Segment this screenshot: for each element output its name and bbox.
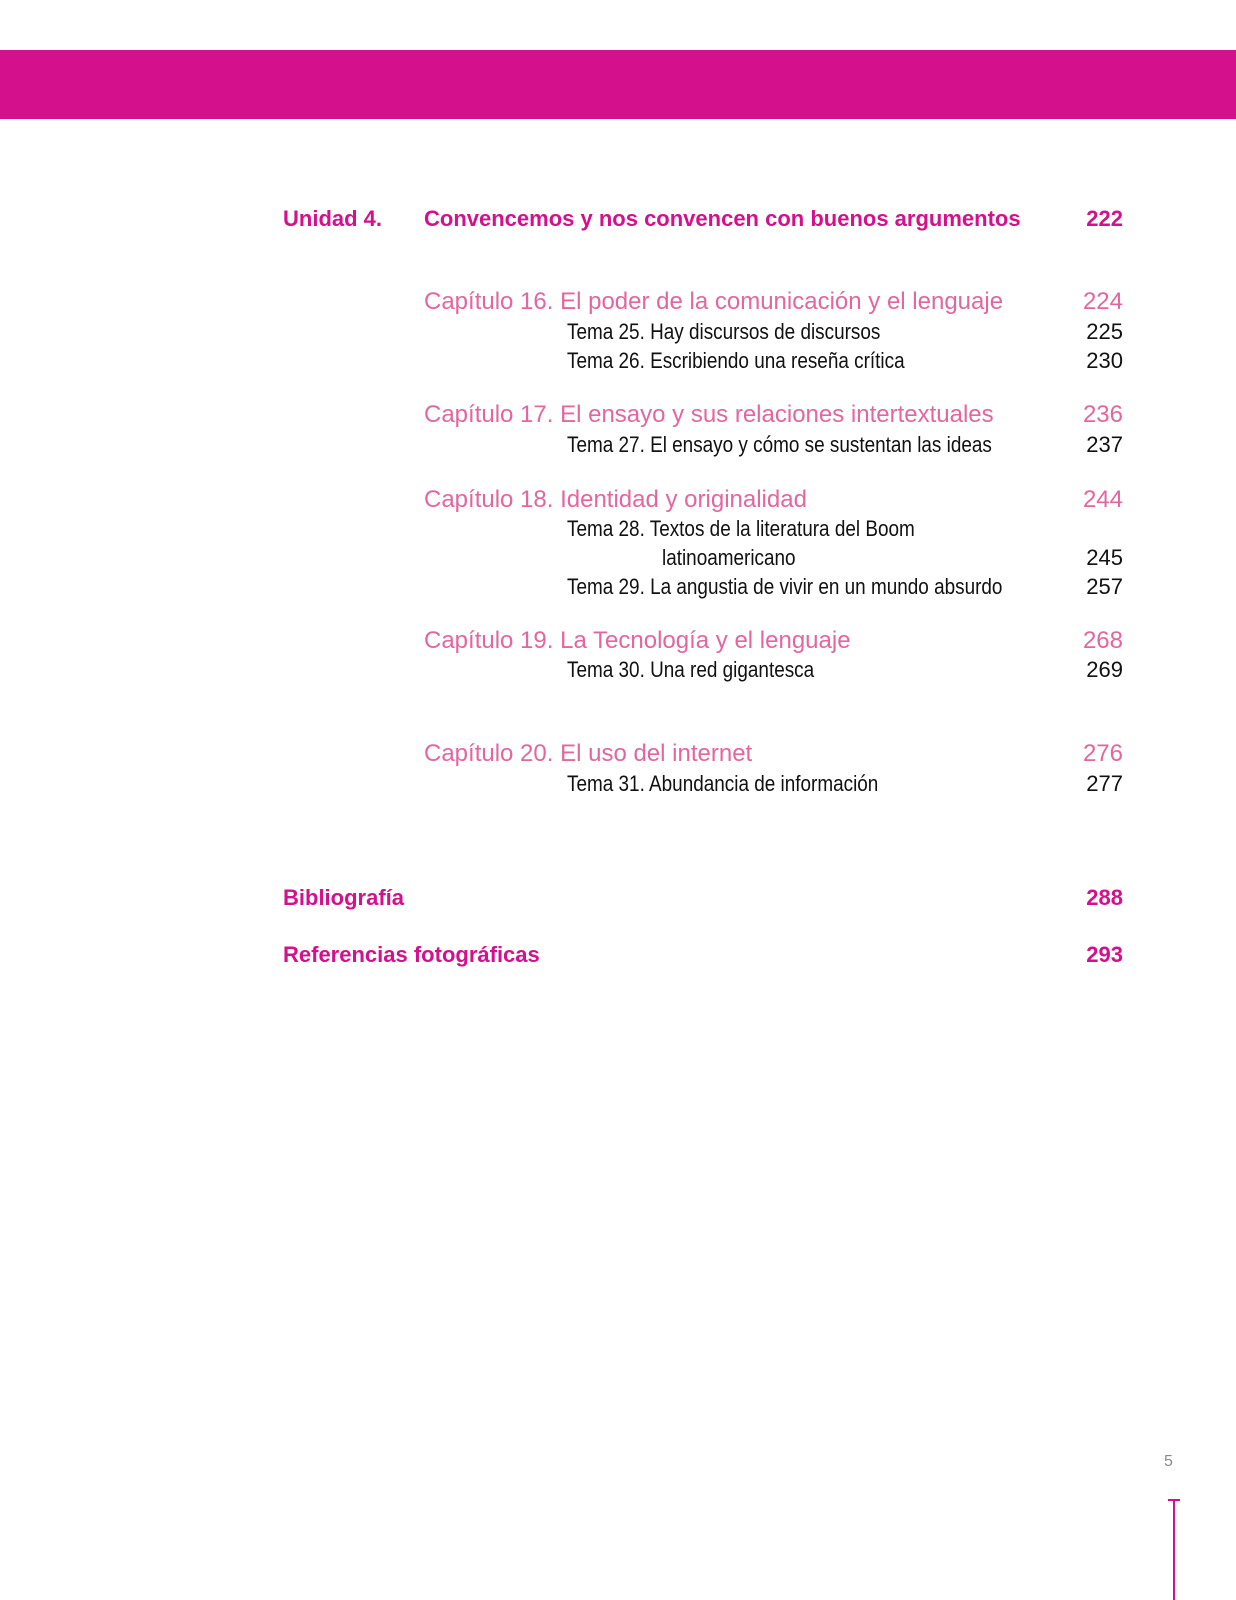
unit-title: Convencemos y nos convencen con buenos argumentos <box>424 206 1021 231</box>
bibliography-title: Bibliografía <box>283 885 405 910</box>
chapter-page: 268 <box>1082 627 1123 654</box>
tema-title-continuation: latinoamericano <box>662 545 796 570</box>
photo-references-page: 293 <box>1086 942 1123 967</box>
chapter-page: 244 <box>1082 486 1123 513</box>
tema-page: 269 <box>1086 657 1123 682</box>
tema-page: 237 <box>1086 432 1123 457</box>
tema-page: 245 <box>1086 545 1123 570</box>
unit-label: Unidad 4. <box>283 206 383 231</box>
tema-title: Tema 31. Abundancia de información <box>567 771 879 796</box>
chapter-page: 224 <box>1082 288 1123 315</box>
tema-page: 230 <box>1086 348 1123 373</box>
chapter-page: 236 <box>1082 401 1123 428</box>
chapter-title: Capítulo 20. El uso del internet <box>424 740 753 767</box>
header-band <box>0 50 1236 119</box>
tema-page: 277 <box>1086 771 1123 796</box>
bibliography-page: 288 <box>1086 885 1123 910</box>
tema-title: Tema 26. Escribiendo una reseña crítica <box>567 348 905 373</box>
tema-title: Tema 30. Una red gigantesca <box>567 657 815 682</box>
tema-page: 257 <box>1086 574 1123 599</box>
tema-page: 225 <box>1086 319 1123 344</box>
tema-title: Tema 28. Textos de la literatura del Boom <box>567 516 915 541</box>
margin-rule <box>1173 1500 1175 1600</box>
chapter-title: Capítulo 16. El poder de la comunicación y el lenguaje <box>424 288 1004 315</box>
chapter-page: 276 <box>1082 740 1123 767</box>
page-number: 5 <box>1164 1453 1173 1470</box>
chapter-title: Capítulo 18. Identidad y originalidad <box>424 486 807 513</box>
tema-title: Tema 27. El ensayo y cómo se sustentan las ideas <box>567 432 992 457</box>
chapter-title: Capítulo 19. La Tecnología y el lenguaje <box>424 627 851 654</box>
unit-page: 222 <box>1086 206 1123 231</box>
tema-title: Tema 25. Hay discursos de discursos <box>567 319 881 344</box>
tema-title: Tema 29. La angustia de vivir en un mundo absurdo <box>567 574 1003 599</box>
photo-references-title: Referencias fotográficas <box>283 942 540 967</box>
chapter-title: Capítulo 17. El ensayo y sus relaciones intertextuales <box>424 401 994 428</box>
